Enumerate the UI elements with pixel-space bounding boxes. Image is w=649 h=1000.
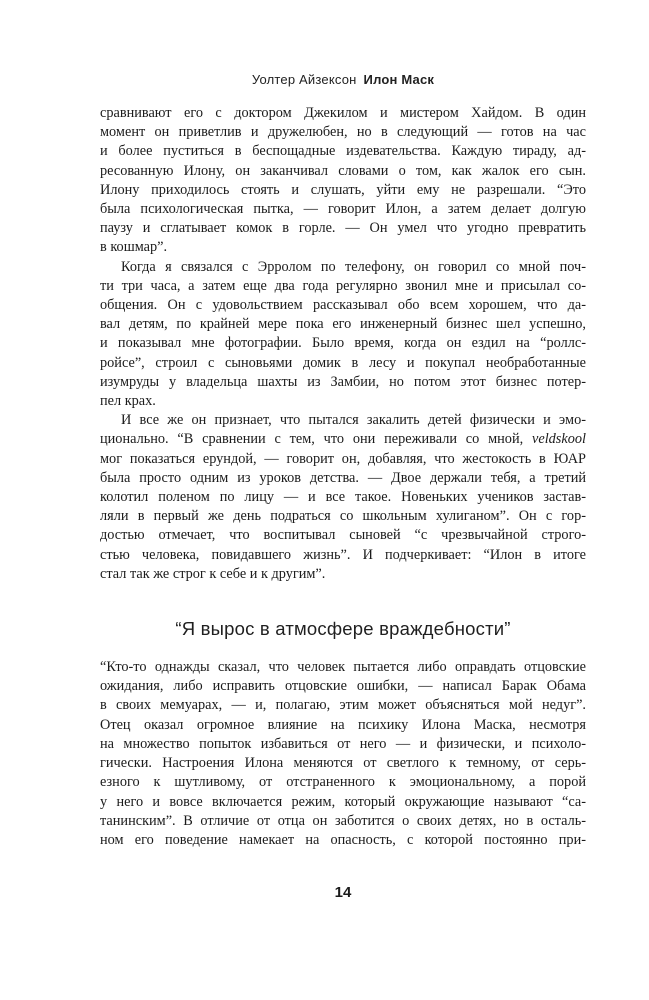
text-line: ционально. “В сравнении с тем, что они переживали со мной, veldskool: [100, 431, 586, 448]
text-line: Когда я связался с Эрролом по телефону, он говорил со мной поч-: [121, 258, 586, 275]
text-line: И все же он признает, что пытался закалить детей физически и эмо-: [121, 412, 586, 429]
text-line: и показывал мне фотографии. Было время, когда он ездил на “роллс-: [100, 335, 586, 352]
text-line: у него и вовсе включается режим, который окружающие называют “са-: [100, 793, 586, 810]
text-line: ожидания, либо исправить отцовские ошибки, — написал Барак Обама: [100, 678, 586, 695]
text-line: в кошмар”.: [100, 239, 168, 256]
paragraph: [100, 658, 586, 850]
text-line: танинским”. В отличие от отца он заботится о своих детях, но в осталь-: [100, 812, 586, 829]
text-line: паузу и сглатывает комок в горле. — Он умел что угодно превратить: [100, 220, 586, 237]
text-line: была просто одним из уроков детства. — Двое держали тебя, а третий: [100, 469, 586, 486]
text-line: сравнивают его с доктором Джекилом и мистером Хайдом. В один: [100, 105, 586, 121]
text-line: гически. Настроения Илона меняются от светлого к темному, от серь-: [100, 755, 586, 772]
paragraph: [100, 258, 586, 412]
text-line: Отец оказал огромное влияние на психику Илона Маска, несмотря: [100, 716, 586, 733]
body-text: [100, 104, 586, 850]
text-line: стал так же строг к себе и к другим”.: [100, 565, 326, 582]
text-line: на множество попыток избавиться от него — и физически, и психоло-: [100, 735, 586, 752]
running-head: [100, 72, 586, 88]
text-line: “Кто-то однажды сказал, что человек пытается либо оправдать отцовские: [100, 659, 586, 676]
running-head-book-title: Илон Маск: [363, 72, 435, 87]
text-line: пел крах.: [100, 393, 156, 410]
paragraph: [100, 104, 586, 258]
text-line: изумруды у владельца шахты из Замбии, но потом этот бизнес потер-: [100, 373, 586, 390]
text-line: ном его поведение намекает на опасность, с которой постоянно при-: [100, 831, 586, 848]
text-line: ресованную Илону, он заканчивал словами о том, как жалок его сын.: [100, 162, 586, 179]
text-line: в своих мемуарах, — и, полагаю, этим может объясняться мой недуг”.: [100, 697, 586, 714]
text-line: общения. Он с удовольствием рассказывал обо всем хорошем, что да-: [100, 297, 586, 314]
text-line: мог показаться ерундой, — говорит он, добавляя, что жестокость в ЮАР: [100, 450, 586, 467]
text-line: момент он приветлив и дружелюбен, но в следующий — готов на час: [100, 124, 586, 141]
paragraph: [100, 411, 586, 584]
text-line: вал детям, по крайней мере пока его инженерный бизнес шел успешно,: [100, 316, 586, 333]
page-number: 14: [334, 884, 352, 901]
text-line: стью человека, повидавшего жизнь”. И подчеркивает: “Илон в итоге: [100, 546, 586, 563]
text-line: ройсе”, строил с сыновьями домик в лесу и покупал необработанные: [100, 354, 586, 371]
running-head-author: Уолтер Айзексон: [251, 72, 357, 87]
text-line: ти три часа, а затем еще два года регулярно звонил мне и присылал со-: [100, 277, 586, 294]
text-line: ляли в первый же день подраться со школьным хулиганом”. Он с гор-: [100, 508, 586, 525]
text-line: езного к шутливому, от отстраненного к эмоциональному, а порой: [100, 774, 586, 791]
text-line: была психологическая пытка, — говорит Илон, а затем делает долгую: [100, 201, 586, 218]
section-heading: “Я вырос в атмосфере враждебности”: [175, 618, 511, 640]
text-line: колотил поленом по лицу — и все такое. Новеньких учеников застав-: [100, 489, 586, 506]
text-line: достью отмечает, что воспитывал сыновей “с чрезвычайной строго-: [100, 527, 586, 544]
text-line: и более пуститься в беспощадные издевательства. Каждую тираду, ад-: [100, 143, 586, 160]
text-line: Илону приходилось стоять и слушать, уйти ему не разрешали. “Это: [100, 181, 586, 198]
